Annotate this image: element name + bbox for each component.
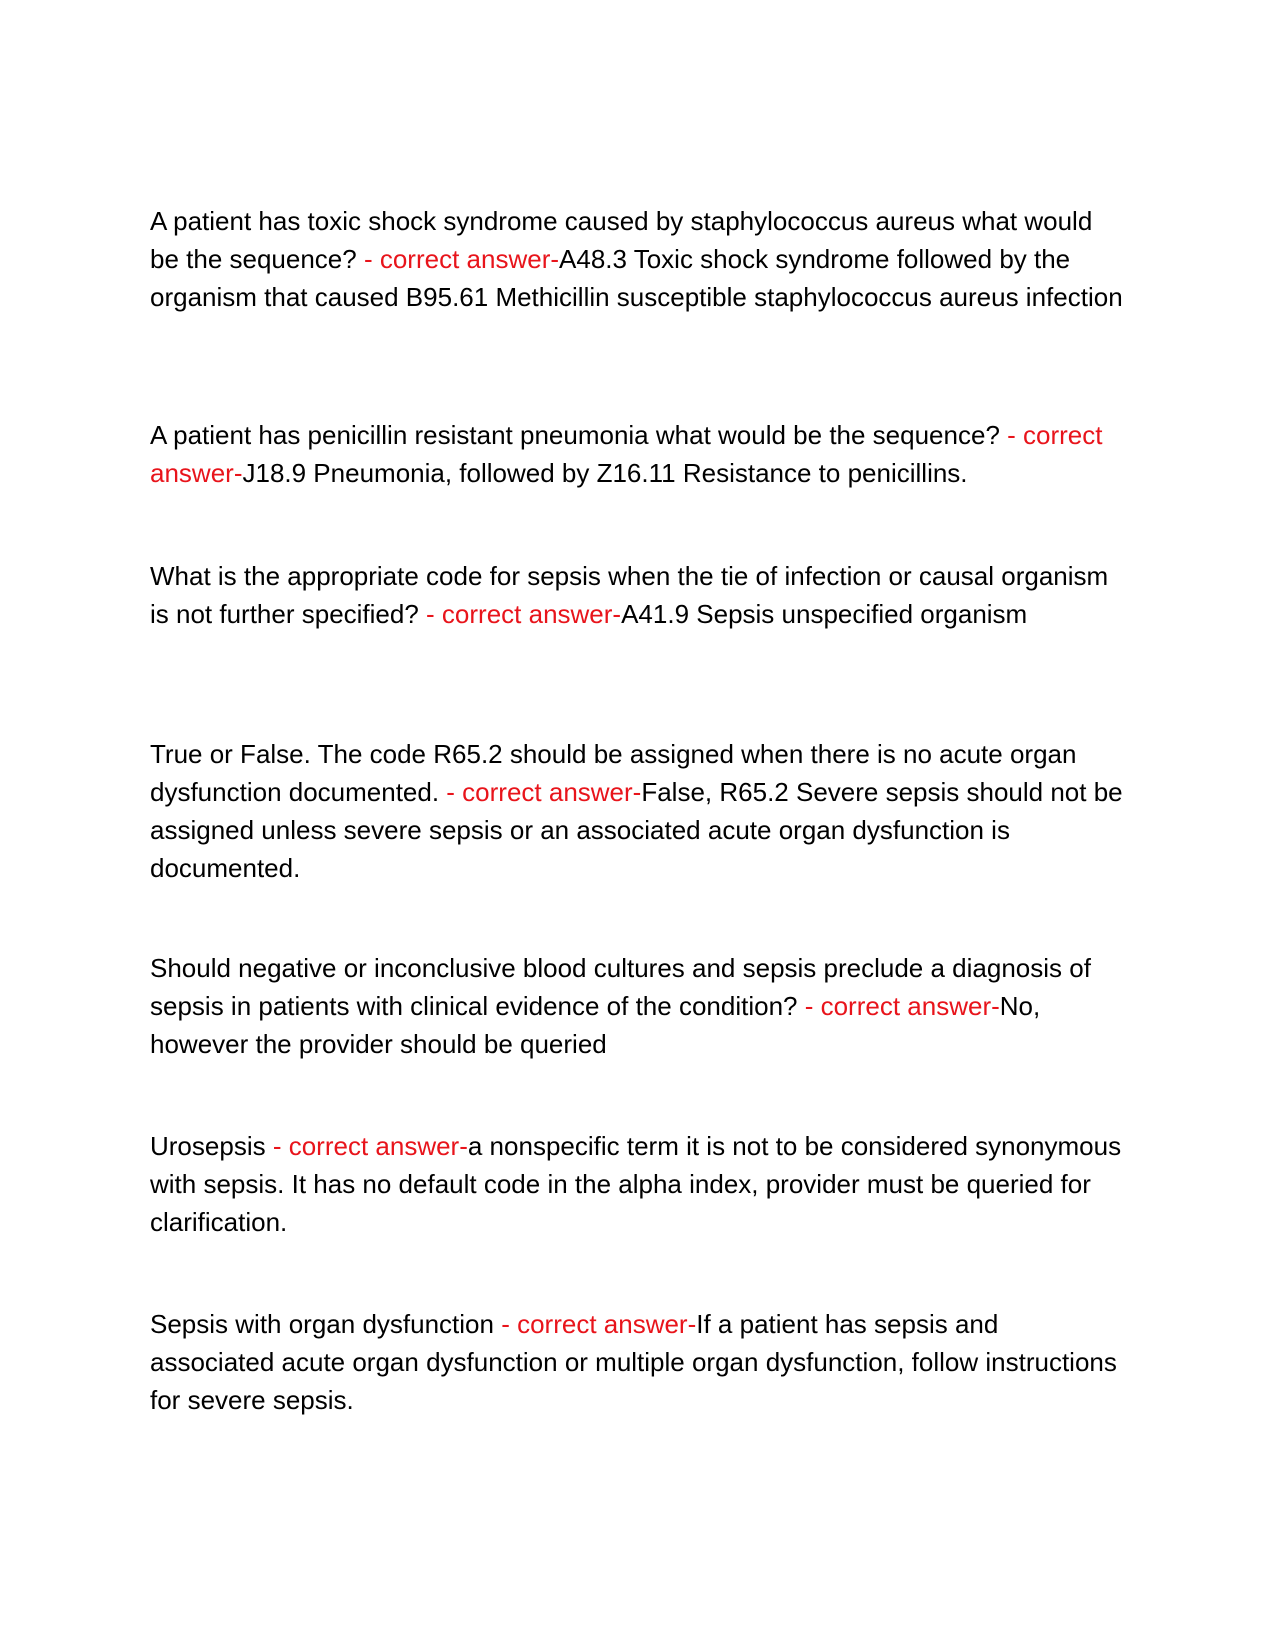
qa-item-7 — [150, 1305, 1125, 1419]
correct-answer-marker: - correct answer- — [426, 599, 622, 629]
answer-text: False, R65.2 Severe sepsis should not be assigned unless severe sepsis or an associated acute organ dysfunction is documented. — [150, 777, 1123, 883]
correct-answer-marker: - correct answer- — [501, 1309, 697, 1339]
question-text: Urosepsis — [150, 1131, 273, 1161]
answer-text: If a patient has sepsis and associated acute organ dysfunction or multiple organ dysfunction, follow instructions for severe sepsis. — [150, 1309, 1117, 1415]
answer-text: A41.9 Sepsis unspecified organism — [621, 599, 1028, 629]
qa-item-4 — [150, 735, 1125, 887]
answer-text: J18.9 Pneumonia, followed by Z16.11 Resistance to penicillins. — [242, 458, 968, 488]
correct-answer-marker: - correct answer- — [150, 420, 1103, 488]
answer-text: No, however the provider should be queried — [150, 991, 1041, 1059]
question-text: Sepsis with organ dysfunction — [150, 1309, 502, 1339]
question-text: A patient has penicillin resistant pneumonia what would be the sequence? — [150, 420, 1008, 450]
qa-item-2 — [150, 416, 1125, 492]
qa-item-1 — [150, 202, 1125, 316]
answer-text: A48.3 Toxic shock syndrome followed by the organism that caused B95.61 Methicillin susceptible staphylococcus aureus infection — [150, 244, 1123, 312]
qa-item-5 — [150, 949, 1125, 1063]
qa-item-6 — [150, 1127, 1125, 1241]
correct-answer-marker: - correct answer- — [446, 777, 642, 807]
question-text: What is the appropriate code for sepsis when the tie of infection or causal organism is not further specified? — [150, 561, 1109, 629]
correct-answer-marker: - correct answer- — [804, 991, 1000, 1021]
correct-answer-marker: - correct answer- — [272, 1131, 468, 1161]
question-text: A patient has toxic shock syndrome caused by staphylococcus aureus what would be the sequence? — [150, 206, 1093, 274]
question-text: True or False. The code R65.2 should be assigned when there is no acute organ dysfunction documented. — [150, 739, 1077, 807]
qa-item-3 — [150, 557, 1125, 633]
answer-text: a nonspecific term it is not to be considered synonymous with sepsis. It has no default code in the alpha index, provider must be queried for clarification. — [150, 1131, 1122, 1237]
question-text: Should negative or inconclusive blood cultures and sepsis preclude a diagnosis of sepsis in patients with clinical evidence of the condition? — [150, 953, 1091, 1021]
correct-answer-marker: - correct answer- — [363, 244, 560, 274]
